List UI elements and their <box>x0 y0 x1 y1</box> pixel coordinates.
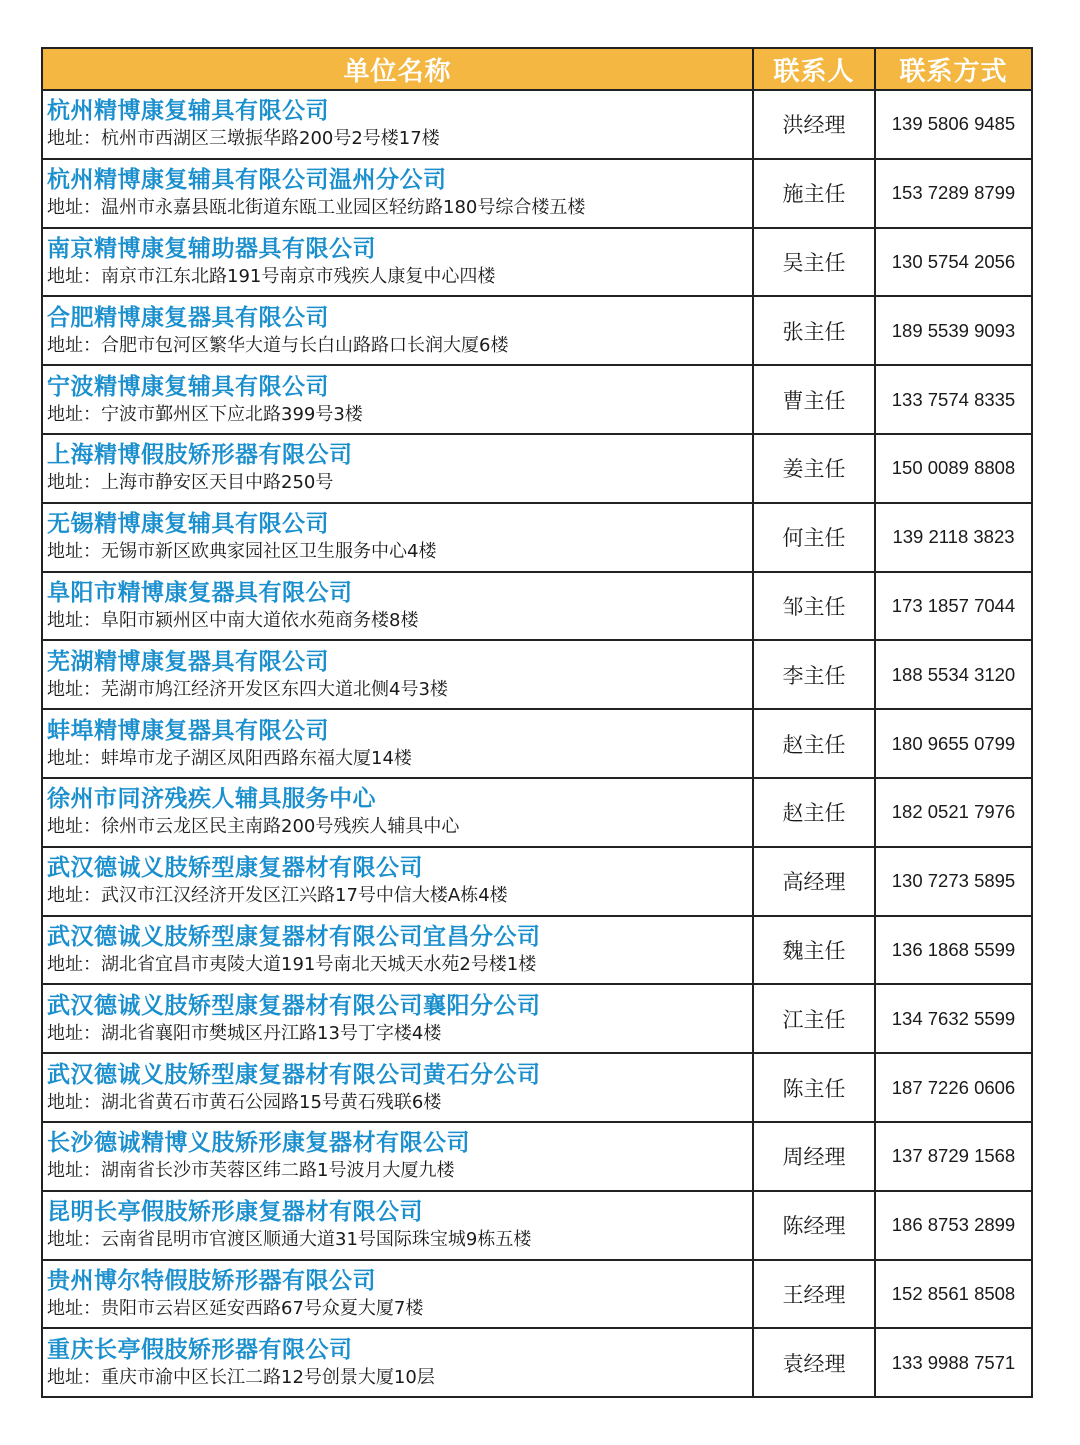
table-row <box>42 1191 1032 1260</box>
header-unit-name: 单位名称 <box>42 48 753 90</box>
company-address: 地址：云南省昆明市官渡区顺通大道31号国际珠宝城9栋五楼 <box>47 1229 532 1251</box>
table-row <box>42 572 1032 641</box>
contact-person: 魏主任 <box>753 916 875 985</box>
phone-number: 139 2118 3823 <box>875 503 1032 572</box>
phone-number: 152 8561 8508 <box>875 1260 1032 1329</box>
table-row <box>42 1260 1032 1329</box>
header-contact-method: 联系方式 <box>875 48 1032 90</box>
contact-person: 周经理 <box>753 1122 875 1191</box>
phone-number: 182 0521 7976 <box>875 778 1032 847</box>
contact-person: 李主任 <box>753 640 875 709</box>
contact-person: 姜主任 <box>753 434 875 503</box>
table-row <box>42 984 1032 1053</box>
contact-person: 洪经理 <box>753 90 875 159</box>
phone-number: 133 7574 8335 <box>875 365 1032 434</box>
header-row <box>42 48 1032 90</box>
unit-cell <box>42 709 753 778</box>
contact-person: 赵主任 <box>753 778 875 847</box>
contact-person: 高经理 <box>753 847 875 916</box>
company-address: 地址：贵阳市云岩区延安西路67号众夏大厦7楼 <box>47 1297 424 1319</box>
contact-person: 何主任 <box>753 503 875 572</box>
unit-cell <box>42 434 753 503</box>
phone-number: 150 0089 8808 <box>875 434 1032 503</box>
table-row <box>42 916 1032 985</box>
company-address: 地址：温州市永嘉县瓯北街道东瓯工业园区轻纺路180号综合楼五楼 <box>47 197 586 219</box>
phone-number: 188 5534 3120 <box>875 640 1032 709</box>
contact-person: 吴主任 <box>753 228 875 297</box>
phone-number: 133 9988 7571 <box>875 1328 1032 1397</box>
company-name: 贵州博尔特假肢矫形器有限公司 <box>47 1267 376 1294</box>
company-name: 芜湖精博康复器具有限公司 <box>47 648 329 675</box>
header-contact-person: 联系人 <box>753 48 875 90</box>
company-address: 地址：阜阳市颍州区中南大道依水苑商务楼8楼 <box>47 609 419 631</box>
phone-number: 136 1868 5599 <box>875 916 1032 985</box>
contact-person: 邹主任 <box>753 572 875 641</box>
phone-number: 137 8729 1568 <box>875 1122 1032 1191</box>
phone-number: 186 8753 2899 <box>875 1191 1032 1260</box>
company-address: 地址：湖北省襄阳市樊城区丹江路13号丁字楼4楼 <box>47 1022 442 1044</box>
unit-cell <box>42 1328 753 1397</box>
company-name: 蚌埠精博康复器具有限公司 <box>47 717 329 744</box>
table-row <box>42 90 1032 159</box>
unit-cell <box>42 916 753 985</box>
company-name: 杭州精博康复辅具有限公司 <box>47 98 329 125</box>
company-address: 地址：上海市静安区天目中路250号 <box>47 472 334 494</box>
contact-directory-table <box>41 47 1033 1398</box>
unit-cell <box>42 503 753 572</box>
table-row <box>42 228 1032 297</box>
contact-person: 赵主任 <box>753 709 875 778</box>
company-address: 地址：湖北省黄石市黄石公园路15号黄石残联6楼 <box>47 1091 442 1113</box>
phone-number: 187 7226 0606 <box>875 1053 1032 1122</box>
phone-number: 180 9655 0799 <box>875 709 1032 778</box>
company-name: 杭州精博康复辅具有限公司温州分公司 <box>47 167 447 194</box>
company-name: 阜阳市精博康复器具有限公司 <box>47 579 353 606</box>
table-row <box>42 709 1032 778</box>
table-row <box>42 1122 1032 1191</box>
company-name: 宁波精博康复辅具有限公司 <box>47 373 329 400</box>
company-name: 上海精博假肢矫形器有限公司 <box>47 442 353 469</box>
table-body <box>42 90 1032 1397</box>
contact-person: 曹主任 <box>753 365 875 434</box>
table-row <box>42 778 1032 847</box>
table-row <box>42 503 1032 572</box>
contact-person: 江主任 <box>753 984 875 1053</box>
table-row <box>42 296 1032 365</box>
company-address: 地址：宁波市鄞州区下应北路399号3楼 <box>47 403 363 425</box>
company-address: 地址：无锡市新区欧典家园社区卫生服务中心4楼 <box>47 541 437 563</box>
company-name: 南京精博康复辅助器具有限公司 <box>47 235 376 262</box>
company-name: 合肥精博康复器具有限公司 <box>47 304 329 331</box>
company-name: 武汉德诚义肢矫型康复器材有限公司宜昌分公司 <box>47 923 541 950</box>
company-name: 武汉德诚义肢矫型康复器材有限公司黄石分公司 <box>47 1061 541 1088</box>
unit-cell <box>42 984 753 1053</box>
company-name: 武汉德诚义肢矫型康复器材有限公司襄阳分公司 <box>47 992 541 1019</box>
unit-cell <box>42 90 753 159</box>
company-address: 地址：芜湖市鸠江经济开发区东四大道北侧4号3楼 <box>47 678 448 700</box>
contact-person: 陈经理 <box>753 1191 875 1260</box>
table-row <box>42 640 1032 709</box>
unit-cell <box>42 847 753 916</box>
phone-number: 173 1857 7044 <box>875 572 1032 641</box>
unit-cell <box>42 1122 753 1191</box>
unit-cell <box>42 296 753 365</box>
company-address: 地址：合肥市包河区繁华大道与长白山路路口长润大厦6楼 <box>47 334 509 356</box>
company-name: 徐州市同济残疾人辅具服务中心 <box>47 786 376 813</box>
table-header <box>42 48 1032 90</box>
phone-number: 189 5539 9093 <box>875 296 1032 365</box>
company-address: 地址：重庆市渝中区长江二路12号创景大厦10层 <box>47 1366 435 1388</box>
unit-cell <box>42 1191 753 1260</box>
company-name: 昆明长亭假肢矫形康复器材有限公司 <box>47 1199 423 1226</box>
phone-number: 130 7273 5895 <box>875 847 1032 916</box>
table-row <box>42 1053 1032 1122</box>
table-row <box>42 159 1032 228</box>
unit-cell <box>42 640 753 709</box>
unit-cell <box>42 228 753 297</box>
company-name: 武汉德诚义肢矫型康复器材有限公司 <box>47 855 423 882</box>
unit-cell <box>42 159 753 228</box>
company-address: 地址：湖南省长沙市芙蓉区纬二路1号波月大厦九楼 <box>47 1160 455 1182</box>
phone-number: 130 5754 2056 <box>875 228 1032 297</box>
contact-person: 施主任 <box>753 159 875 228</box>
company-address: 地址：武汉市江汉经济开发区江兴路17号中信大楼A栋4楼 <box>47 885 508 907</box>
unit-cell <box>42 1053 753 1122</box>
company-name: 重庆长亭假肢矫形器有限公司 <box>47 1336 353 1363</box>
company-address: 地址：蚌埠市龙子湖区凤阳西路东福大厦14楼 <box>47 747 412 769</box>
company-name: 无锡精博康复辅具有限公司 <box>47 511 329 538</box>
table-row <box>42 365 1032 434</box>
phone-number: 134 7632 5599 <box>875 984 1032 1053</box>
unit-cell <box>42 572 753 641</box>
company-address: 地址：杭州市西湖区三墩振华路200号2号楼17楼 <box>47 128 440 150</box>
table-row <box>42 1328 1032 1397</box>
table-row <box>42 434 1032 503</box>
phone-number: 153 7289 8799 <box>875 159 1032 228</box>
contact-person: 王经理 <box>753 1260 875 1329</box>
company-address: 地址：徐州市云龙区民主南路200号残疾人辅具中心 <box>47 816 460 838</box>
contact-person: 袁经理 <box>753 1328 875 1397</box>
unit-cell <box>42 365 753 434</box>
contact-person: 陈主任 <box>753 1053 875 1122</box>
company-name: 长沙德诚精博义肢矫形康复器材有限公司 <box>47 1130 470 1157</box>
unit-cell <box>42 778 753 847</box>
phone-number: 139 5806 9485 <box>875 90 1032 159</box>
company-address: 地址：湖北省宜昌市夷陵大道191号南北天城天水苑2号楼1楼 <box>47 953 537 975</box>
table-row <box>42 847 1032 916</box>
unit-cell <box>42 1260 753 1329</box>
contact-person: 张主任 <box>753 296 875 365</box>
company-address: 地址：南京市江东北路191号南京市残疾人康复中心四楼 <box>47 265 496 287</box>
